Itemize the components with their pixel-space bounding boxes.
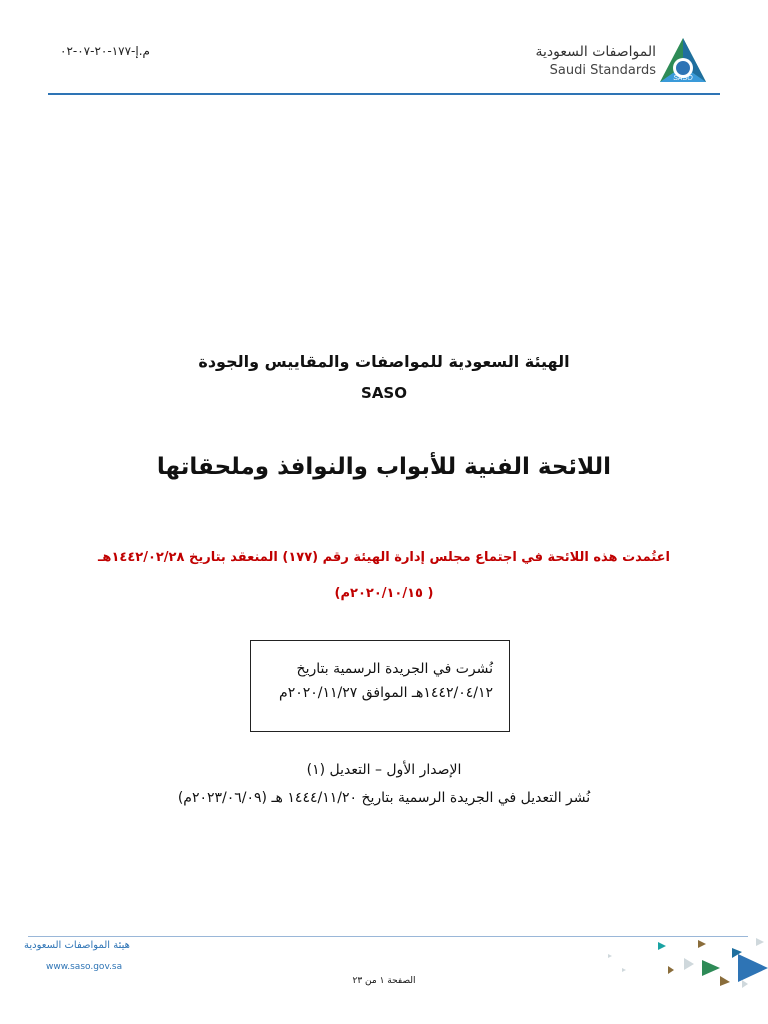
edition-info: الإصدار الأول – التعديل (١) bbox=[306, 762, 462, 778]
header-divider bbox=[48, 93, 720, 95]
approval-date-gregorian: ( ٢٠٢٠/١٠/١٥م) bbox=[334, 586, 434, 601]
page-number: الصفحة ١ من ٢٣ bbox=[352, 976, 416, 986]
publication-box bbox=[250, 640, 510, 732]
approval-statement: اعتُمدت هذه اللائحة في اجتماع مجلس إدارة الهيئة رقم (١٧٧) المنعقد بتاريخ ١٤٤٢/٠٢/٢٨هـ bbox=[97, 550, 671, 565]
document-code: م.إ-١٧٧-٢٠-٠٧-٠٢ bbox=[60, 44, 150, 58]
logo-mark-text: SASO bbox=[673, 75, 693, 82]
footer-organization: هيئة المواصفات السعودية bbox=[24, 940, 130, 951]
publication-date: ١٤٤٢/٠٤/١٢هـ الموافق ٢٠٢٠/١١/٢٧م bbox=[279, 685, 493, 701]
logo-arabic-text: المواصفات السعودية bbox=[535, 44, 656, 60]
logo-english-text: Saudi Standards bbox=[549, 63, 656, 78]
saso-logo-icon bbox=[658, 36, 708, 86]
saudi-standards-logo bbox=[535, 36, 708, 86]
organization-name: الهيئة السعودية للمواصفات والمقاييس والجودة bbox=[198, 352, 570, 371]
amendment-publication: نُشر التعديل في الجريدة الرسمية بتاريخ ١٤٤٤/١١/٢٠ هـ (٢٠٢٣/٠٦/٠٩م) bbox=[177, 790, 591, 806]
footer-website-link[interactable]: www.saso.gov.sa bbox=[46, 962, 123, 972]
regulation-title: اللائحة الفنية للأبواب والنوافذ وملحقاتها bbox=[156, 454, 612, 480]
organization-abbreviation: SASO bbox=[361, 384, 407, 402]
publication-label: نُشرت في الجريدة الرسمية بتاريخ bbox=[296, 661, 493, 677]
decorative-triangles-icon bbox=[596, 936, 768, 996]
